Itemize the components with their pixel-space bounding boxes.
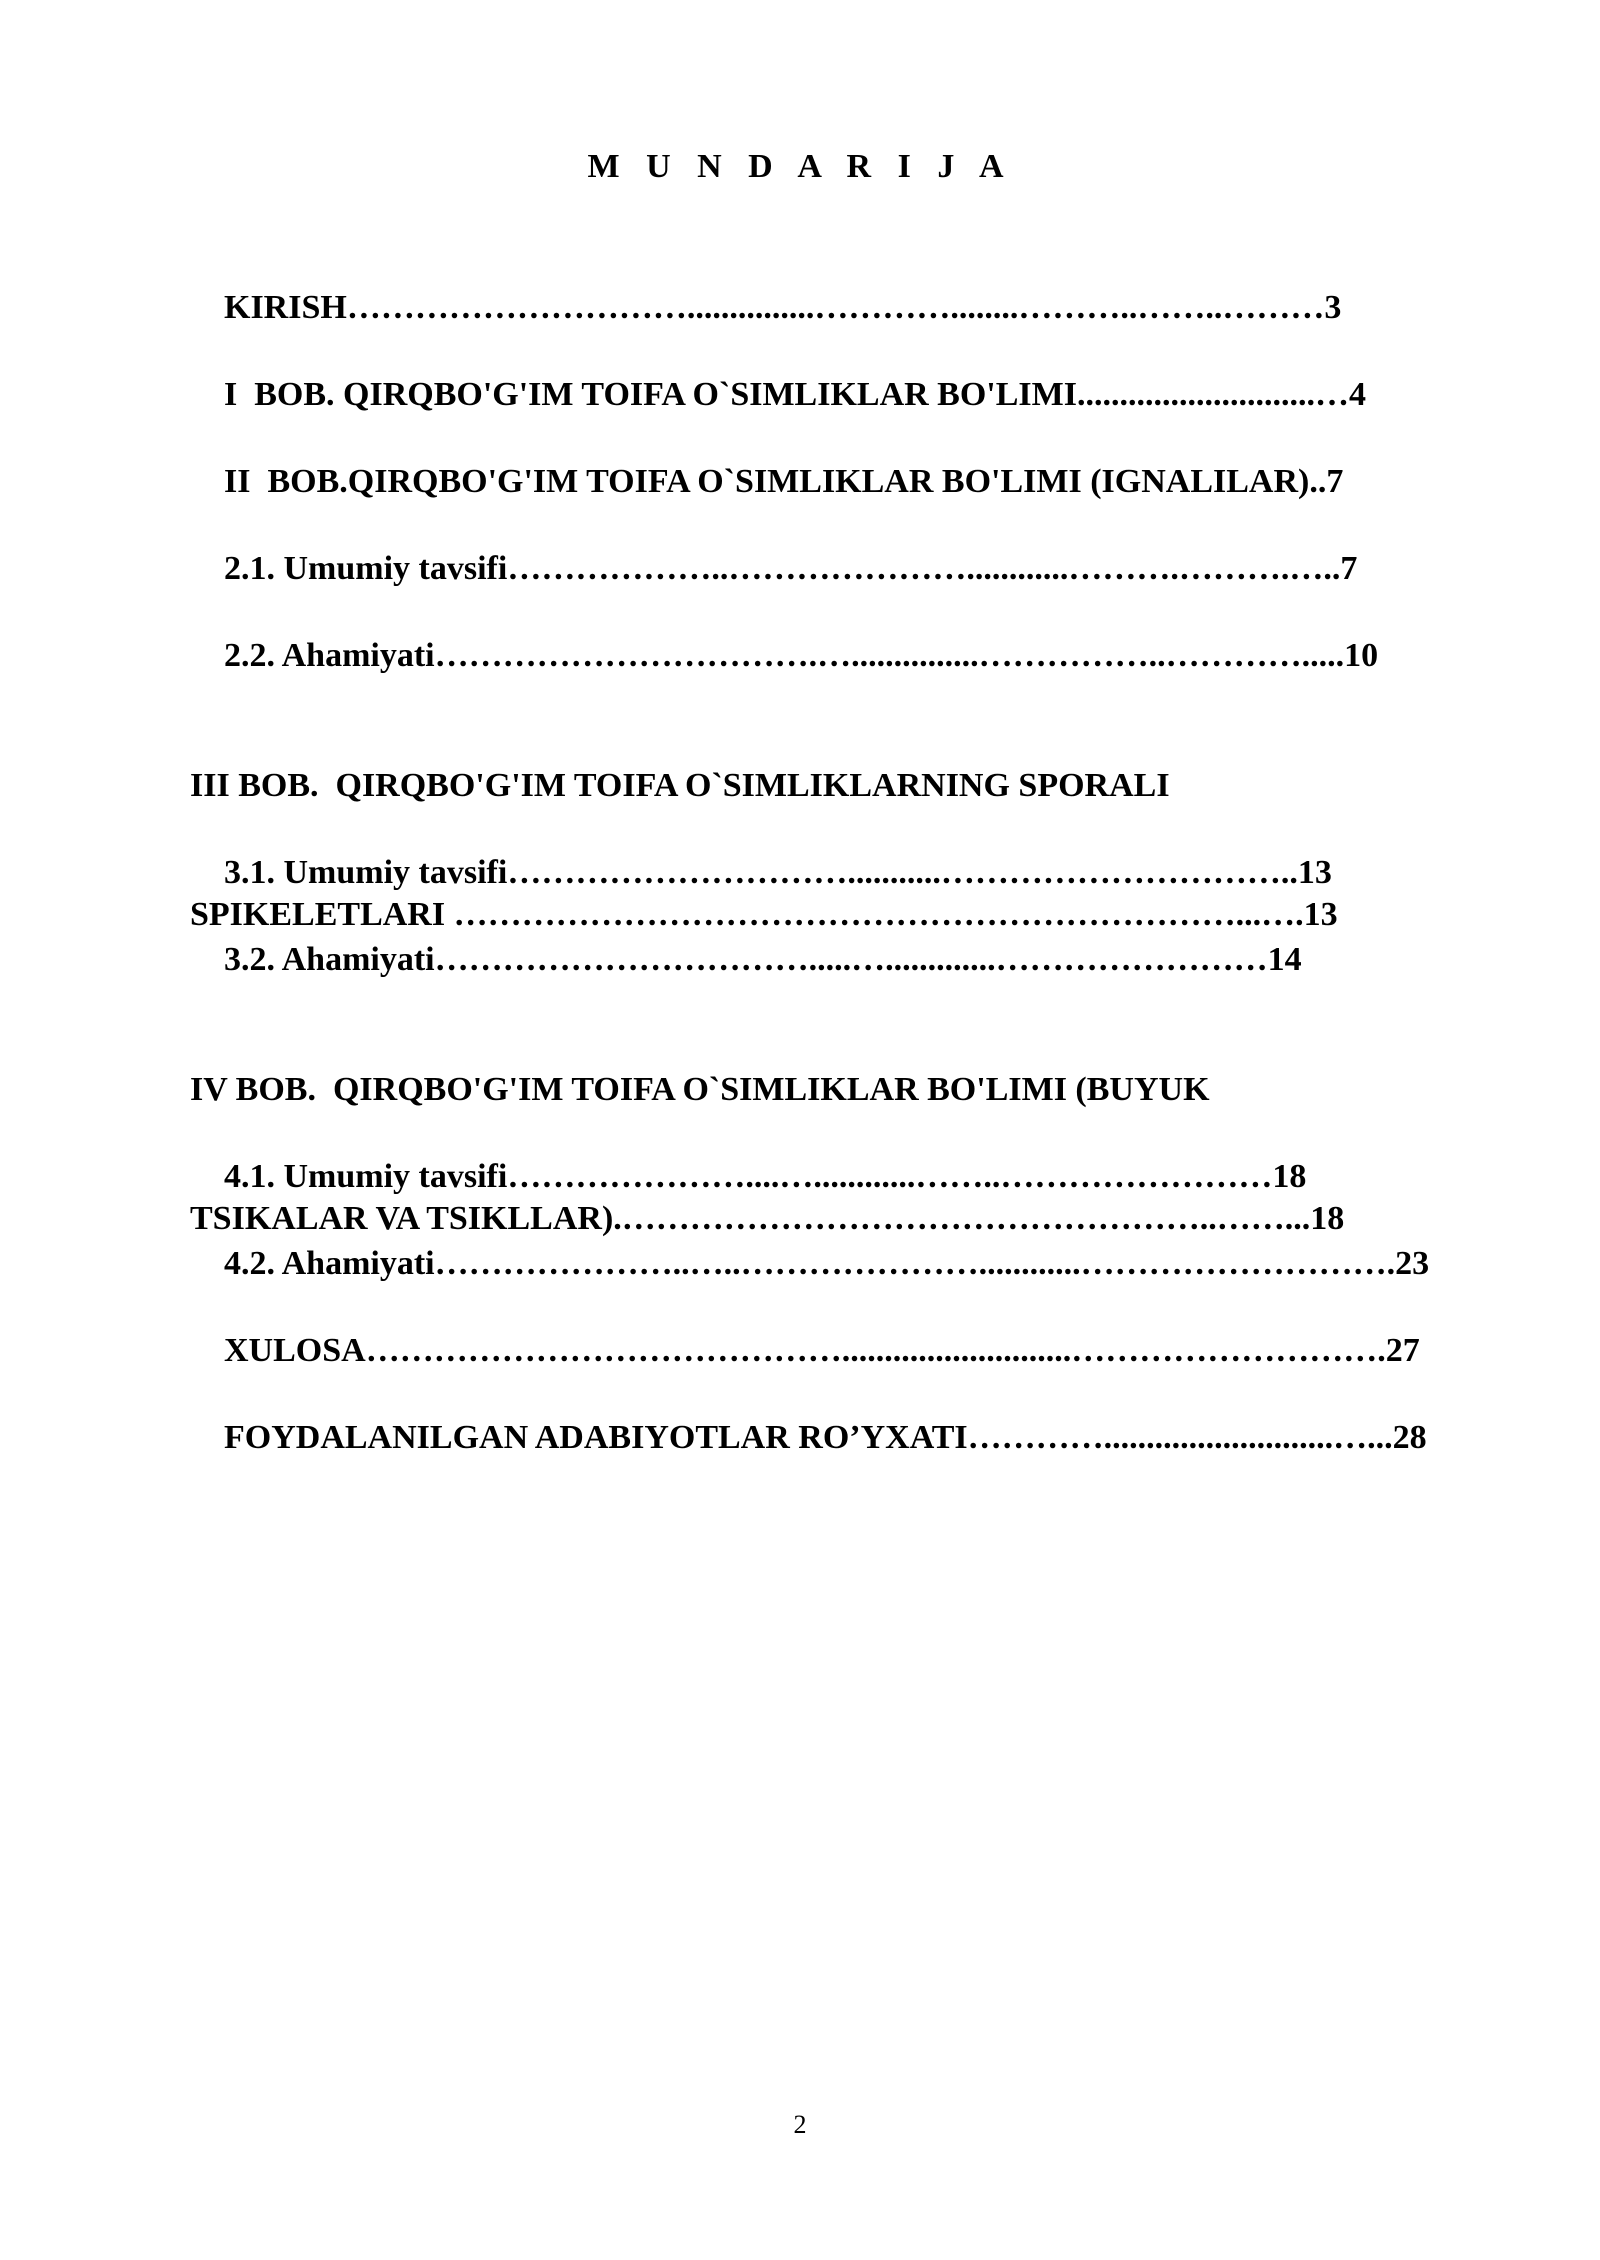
toc-entry-text: I BOB. QIRQBO'G'IM TOIFA O`SIMLIKLAR BO'LIMI............................…4 [224, 376, 1366, 413]
toc-entry-text: 3.2. Ahamiyati…………………………….....….............……………………14 [224, 941, 1302, 978]
toc-entry-text-line-2: TSIKALAR VA TSIKLLAR).……………………………………………..……...18 [190, 1200, 1345, 1237]
toc-entry-text: 4.1. Umumiy tavsifi…………………....…............……..……………………18 [224, 1158, 1307, 1195]
toc-entry-text: FOYDALANILGAN ADABIYOTLAR RO’YXATI…………...........................…...28 [224, 1419, 1427, 1456]
toc-entry-text-line-2: SPIKELETLARI ……………………………………………………………...….13 [190, 896, 1338, 933]
toc-entry-text: KIRISH…………………………...............…………........………..……..………3 [224, 289, 1342, 326]
toc-entry-text: II BOB.QIRQBO'G'IM TOIFA O`SIMLIKLAR BO'LIMI (IGNALILAR)..7 [224, 463, 1344, 500]
toc-title: M U N D A R I J A [587, 148, 1013, 185]
toc-entry-text: 2.2. Ahamiyati…………………………….…...............……………..………….....10 [224, 637, 1379, 674]
toc-entry-text: XULOSA……………………………………...........................……………………….27 [224, 1332, 1420, 1369]
toc-entry-references [190, 1373, 1500, 1502]
page-number: 2 [793, 2110, 807, 2139]
toc-entry-text-line-1: IV BOB. QIRQBO'G'IM TOIFA O`SIMLIKLAR BO'LIMI (BUYUK [190, 1071, 1210, 1108]
toc-entry-text-line-1: III BOB. QIRQBO'G'IM TOIFA O`SIMLIKLARNING SPORALI [190, 767, 1170, 804]
toc-entry-text: 4.2. Ahamiyati…………………..…..…………………............……………………….23 [224, 1245, 1430, 1282]
toc-entry-text: 2.1. Umumiy tavsifi………………..…………………............……….……….…..7 [224, 550, 1358, 587]
toc-entry-text: 3.1. Umumiy tavsifi…………………………...........…………………………..13 [224, 854, 1332, 891]
